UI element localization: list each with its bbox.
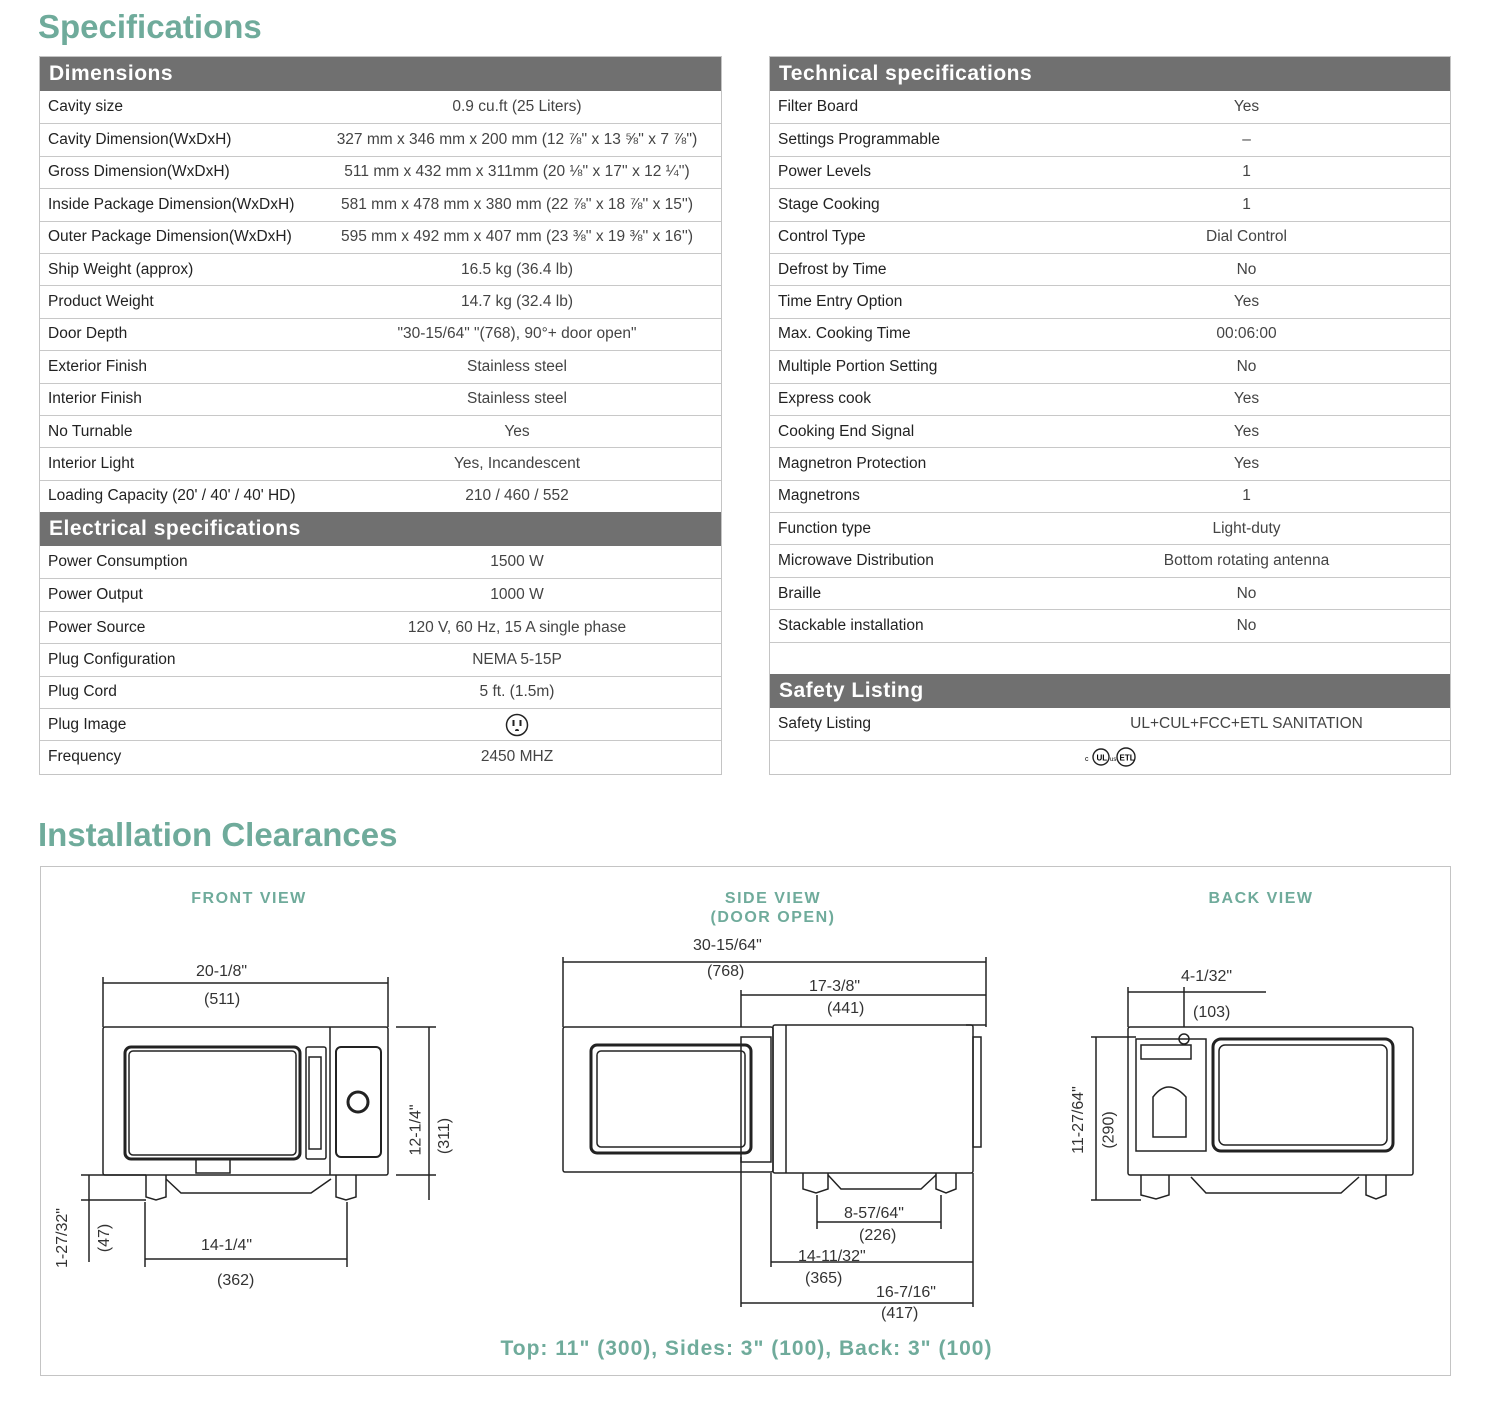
spec-value: 0.9 cu.ft (25 Liters): [452, 98, 582, 116]
spec-label: Plug Cord: [48, 683, 117, 701]
spec-value: No: [1236, 584, 1257, 602]
spec-label: Plug Configuration: [48, 650, 176, 668]
side-body-mm: (441): [827, 1000, 865, 1017]
back-view-title: BACK VIEW: [1208, 890, 1314, 907]
electrical-heading: Electrical specifications: [40, 512, 721, 546]
side-depth-mm: (365): [805, 1270, 843, 1287]
spec-label: Power Source: [48, 618, 146, 636]
spec-value: 581 mm x 478 mm x 380 mm (22 ⅞'' x 18 ⅞'' x 15''): [341, 195, 693, 213]
spec-label: Cooking End Signal: [778, 422, 915, 440]
spec-row: [770, 708, 1450, 740]
spec-label: Microwave Distribution: [778, 552, 934, 570]
technical-heading: Technical specifications: [770, 57, 1450, 91]
spec-value: No: [1236, 260, 1257, 278]
spec-value: Yes: [1233, 293, 1260, 311]
spec-row: [40, 643, 721, 675]
spec-value: No: [1236, 616, 1257, 634]
spec-label: Express cook: [778, 390, 872, 408]
side-view-title-line1: SIDE VIEW: [724, 890, 822, 907]
svg-text:UL: UL: [1096, 753, 1108, 763]
spec-label: Power Consumption: [48, 553, 188, 571]
spec-row: [40, 578, 721, 610]
spec-label: Control Type: [778, 228, 866, 246]
spec-row: [40, 708, 721, 740]
spec-value: Yes: [504, 422, 530, 440]
spec-row: [770, 123, 1450, 155]
spec-row: [40, 91, 721, 123]
spec-label: Multiple Portion Setting: [778, 357, 938, 375]
back-view-drawing: [41, 867, 1452, 1377]
spec-value: 14.7 kg (32.4 lb): [460, 293, 573, 311]
spec-row: [770, 221, 1450, 253]
spec-row: [770, 415, 1450, 447]
spec-value: 5 ft. (1.5m): [479, 683, 555, 701]
spec-value: Stainless steel: [467, 390, 567, 408]
spec-row: [770, 447, 1450, 479]
spec-value: Bottom rotating antenna: [1163, 552, 1330, 570]
svg-text:ETL: ETL: [1119, 753, 1135, 763]
spec-label: Loading Capacity (20' / 40' / 40' HD): [48, 487, 296, 505]
spec-value: 1: [1242, 163, 1251, 181]
safety-heading: Safety Listing: [770, 674, 1450, 708]
spec-label: No Turnable: [48, 422, 133, 440]
back-height-in: 11-27/64": [1069, 1086, 1087, 1154]
spec-label: Outer Package Dimension(WxDxH): [48, 228, 292, 246]
spec-value: Yes: [1233, 390, 1260, 408]
spec-label: Power Output: [48, 586, 143, 604]
side-body-in: 17-3/8": [809, 978, 861, 995]
spec-row: [40, 318, 721, 350]
spec-row: [770, 188, 1450, 220]
spec-label: Magnetrons: [778, 487, 860, 505]
certification-row: [770, 740, 1450, 772]
spec-row: [770, 91, 1450, 123]
spec-row: [770, 253, 1450, 285]
dimensions-electrical-table: [39, 56, 722, 775]
spec-value: 2450 MHZ: [480, 748, 554, 766]
spec-row: [40, 188, 721, 220]
spec-row: [770, 577, 1450, 609]
spec-row: [40, 546, 721, 578]
spec-row: [40, 156, 721, 188]
spec-value: Yes: [1233, 422, 1260, 440]
side-total-in: 30-15/64": [693, 937, 762, 954]
side-feet-mm: (226): [859, 1227, 897, 1244]
spec-value: Light-duty: [1212, 519, 1281, 537]
spec-row: [770, 350, 1450, 382]
dimensions-heading: Dimensions: [40, 57, 721, 91]
spec-value: 1000 W: [490, 586, 544, 604]
spec-label: Exterior Finish: [48, 357, 148, 375]
side-depth-in: 14-11/32": [798, 1248, 866, 1265]
spec-label: Max. Cooking Time: [778, 325, 911, 343]
spec-label: Cavity Dimension(WxDxH): [48, 131, 232, 149]
spec-row: [40, 740, 721, 772]
spec-label: Filter Board: [778, 98, 859, 116]
spec-value: 16.5 kg (36.4 lb): [460, 260, 573, 278]
specifications-title: Specifications: [38, 8, 262, 45]
spec-label: Safety Listing: [778, 714, 872, 732]
spec-label: Gross Dimension(WxDxH): [48, 163, 230, 181]
spec-value: NEMA 5-15P: [472, 650, 562, 668]
front-foot-mm: (362): [217, 1272, 255, 1289]
spec-value: 595 mm x 492 mm x 407 mm (23 ⅜'' x 19 ⅜'' x 16''): [341, 228, 693, 246]
spec-label: Settings Programmable: [778, 131, 940, 149]
front-width-in: 20-1/8": [196, 963, 248, 980]
spec-label: Power Levels: [778, 163, 872, 181]
back-offset-mm: (103): [1193, 1004, 1231, 1021]
spec-label: Stage Cooking: [778, 195, 880, 213]
spec-label: Plug Image: [48, 715, 127, 733]
spec-row: [40, 611, 721, 643]
spec-value: Stainless steel: [467, 357, 567, 375]
svg-text:us: us: [1110, 756, 1117, 763]
side-feet-in: 8-57/64": [844, 1205, 904, 1222]
spec-row: [770, 480, 1450, 512]
spec-value: "30-15/64" "(768), 90°+ door open": [397, 325, 637, 343]
spec-label: Stackable installation: [778, 616, 924, 634]
spec-label: Magnetron Protection: [778, 454, 927, 472]
spec-row: [770, 512, 1450, 544]
spec-row: [40, 350, 721, 382]
spec-value: Yes, Incandescent: [453, 454, 581, 472]
svg-text:c: c: [1085, 755, 1089, 763]
spec-row: [770, 609, 1450, 641]
front-height-mm: (311): [436, 1117, 454, 1155]
spec-row: [770, 318, 1450, 350]
electrical-rows: [40, 546, 721, 773]
front-height-in: 12-1/4": [407, 1104, 425, 1156]
spec-label: Interior Light: [48, 454, 135, 472]
side-overall-mm: (417): [881, 1305, 919, 1322]
spec-value: 327 mm x 346 mm x 200 mm (12 ⅞'' x 13 ⅝'' x 7 ⅞''): [336, 131, 698, 149]
spec-value: 210 / 460 / 552: [465, 487, 569, 505]
spec-value: 120 V, 60 Hz, 15 A single phase: [407, 618, 627, 636]
spec-value: 511 mm x 432 mm x 311mm (20 ⅛'' x 17'' x 12 ¼''): [344, 163, 690, 181]
safety-rows: [770, 708, 1450, 740]
spec-row: [770, 383, 1450, 415]
back-offset-in: 4-1/32": [1181, 968, 1233, 985]
spec-label: Frequency: [48, 748, 122, 766]
spec-label: Defrost by Time: [778, 260, 887, 278]
spec-row: [40, 285, 721, 317]
spec-label: Braille: [778, 584, 822, 602]
side-view-title-line2: (DOOR OPEN): [710, 909, 836, 926]
spec-label: Door Depth: [48, 325, 128, 343]
spec-row: [770, 544, 1450, 576]
installation-diagram-box: [40, 866, 1451, 1376]
spec-row: [770, 285, 1450, 317]
spec-label: Inside Package Dimension(WxDxH): [48, 195, 295, 213]
front-width-mm: (511): [204, 991, 241, 1008]
blank-row: [770, 642, 1450, 674]
spec-label: Function type: [778, 519, 872, 537]
spec-row: [40, 383, 721, 415]
technical-safety-table: [769, 56, 1451, 775]
side-total-mm: (768): [707, 963, 745, 980]
side-overall-in: 16-7/16": [876, 1284, 936, 1301]
spec-label: Time Entry Option: [778, 293, 903, 311]
spec-label: Cavity size: [48, 98, 123, 116]
clearance-note: Top: 11" (300), Sides: 3" (100), Back: 3" (100): [500, 1337, 993, 1360]
spec-label: Ship Weight (approx): [48, 260, 194, 278]
spec-value: Yes: [1233, 454, 1260, 472]
spec-value: 1500 W: [490, 553, 544, 571]
front-foot-in: 14-1/4": [201, 1237, 253, 1254]
spec-row: [770, 156, 1450, 188]
spec-value: 1: [1242, 487, 1251, 505]
installation-title: Installation Clearances: [38, 816, 398, 853]
spec-value: –: [1242, 131, 1251, 149]
front-view-title: FRONT VIEW: [191, 890, 307, 907]
spec-value: No: [1236, 357, 1257, 375]
ul-certification-icon: [1084, 746, 1136, 768]
front-leg-mm: (47): [96, 1223, 114, 1253]
technical-rows: [770, 91, 1450, 642]
spec-value: Yes: [1233, 98, 1260, 116]
spec-value: 00:06:00: [1216, 325, 1277, 343]
plug-outlet-icon: [313, 713, 721, 737]
spec-row: [40, 480, 721, 512]
spec-row: [40, 253, 721, 285]
back-height-mm: (290): [1100, 1111, 1118, 1149]
spec-row: [40, 447, 721, 479]
front-leg-in: 1-27/32": [53, 1208, 71, 1268]
spec-row: [40, 415, 721, 447]
spec-row: [40, 676, 721, 708]
spec-value: 1: [1242, 195, 1251, 213]
spec-value: UL+CUL+FCC+ETL SANITATION: [1130, 714, 1363, 732]
dimensions-rows: [40, 91, 721, 512]
spec-row: [40, 123, 721, 155]
spec-label: Product Weight: [48, 293, 154, 311]
spec-value: Dial Control: [1206, 228, 1287, 246]
spec-label: Interior Finish: [48, 390, 142, 408]
spec-row: [40, 221, 721, 253]
